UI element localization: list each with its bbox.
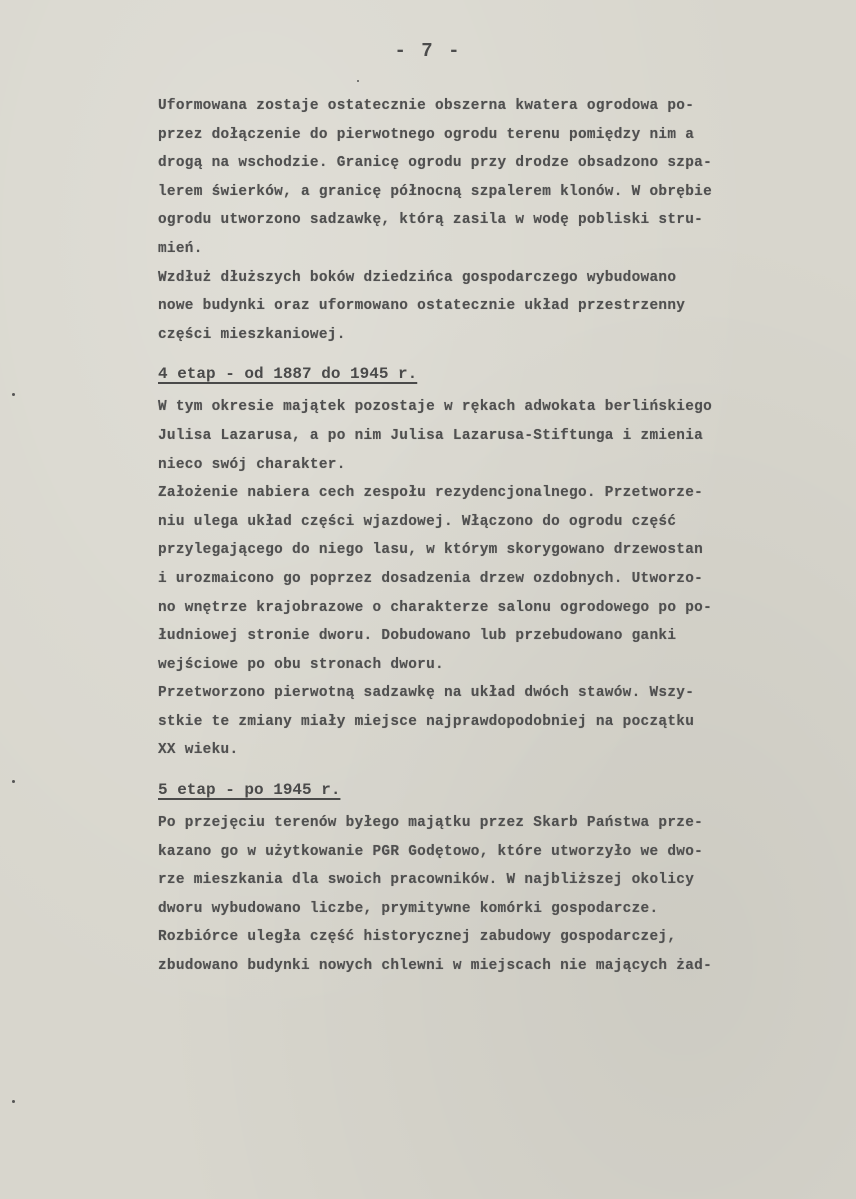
margin-speck <box>357 80 359 82</box>
text-line: Przetworzono pierwotną sadzawkę na układ dwóch stawów. Wszy- <box>158 685 695 702</box>
section-intro <box>158 92 828 349</box>
text-line: Założenie nabiera cech zespołu rezydencjonalnego. Przetworze- <box>158 485 704 502</box>
text-line: części mieszkaniowej. <box>158 326 346 343</box>
text-line: Wzdłuż dłuższych boków dziedzińca gospodarczego wybudowano <box>158 269 677 286</box>
text-line: Uformowana zostaje ostatecznie obszerna kwatera ogrodowa po- <box>158 98 695 114</box>
text-line: wejściowe po obu stronach dworu. <box>158 656 444 673</box>
text-line: no wnętrze krajobrazowe o charakterze salonu ogrodowego po po- <box>158 599 713 616</box>
section-etap-5 <box>158 771 828 981</box>
text-line: Rozbiórce uległa część historycznej zabudowy gospodarczej, <box>158 929 677 946</box>
text-line: i urozmaicono go poprzez dosadzenia drzew ozdobnych. Utworzo- <box>158 570 704 587</box>
text-line: dworu wybudowano liczbe, prymitywne komórki gospodarcze. <box>158 900 659 917</box>
text-line: nowe budynki oraz uformowano ostatecznie układ przestrzenny <box>158 298 686 315</box>
text-line: Julisa Lazarusa, a po nim Julisa Lazarusa-Stiftunga i zmienia <box>158 427 704 444</box>
text-line: drogą na wschodzie. Granicę ogrodu przy drodze obsadzono szpa- <box>158 155 713 172</box>
text-line: niu ulega układ części wjazdowej. Włączono do ogrodu część <box>158 513 677 530</box>
text-line: zbudowano budynki nowych chlewni w miejscach nie mających żad- <box>158 958 713 975</box>
margin-speck <box>12 1100 15 1103</box>
text-line: łudniowej stronie dworu. Dobudowano lub przebudowano ganki <box>158 628 677 645</box>
text-line: XX wieku. <box>158 742 239 759</box>
text-line: stkie te zmiany miały miejsce najprawdopodobniej na początku <box>158 713 695 730</box>
document-body <box>158 92 828 981</box>
text-line: przylegającego do niego lasu, w którym skorygowano drzewostan <box>158 542 704 559</box>
text-line: rze mieszkania dla swoich pracowników. W najbliższej okolicy <box>158 872 695 889</box>
margin-speck <box>12 780 15 783</box>
text-line: nieco swój charakter. <box>158 456 346 473</box>
section-heading-text: 4 etap - od 1887 do 1945 r. <box>158 365 418 384</box>
margin-speck <box>12 393 15 396</box>
section-etap-4 <box>158 355 828 765</box>
text-line: przez dołączenie do pierwotnego ogrodu terenu pomiędzy nim a <box>158 126 695 143</box>
text-line: lerem świerków, a granicę północną szpalerem klonów. W obrębie <box>158 183 713 200</box>
text-line: ogrodu utworzono sadzawkę, którą zasila w wodę pobliski stru- <box>158 212 704 229</box>
text-line: mień. <box>158 240 203 257</box>
page-number: - 7 - <box>394 40 462 62</box>
section-heading <box>158 355 828 393</box>
text-line: kazano go w użytkowanie PGR Godętowo, które utworzyło we dwo- <box>158 843 704 860</box>
section-heading-text: 5 etap - po 1945 r. <box>158 781 341 800</box>
text-line: W tym okresie majątek pozostaje w rękach adwokata berlińskiego <box>158 399 713 416</box>
section-heading <box>158 771 828 809</box>
text-line: Po przejęciu terenów byłego majątku przez Skarb Państwa prze- <box>158 815 704 832</box>
